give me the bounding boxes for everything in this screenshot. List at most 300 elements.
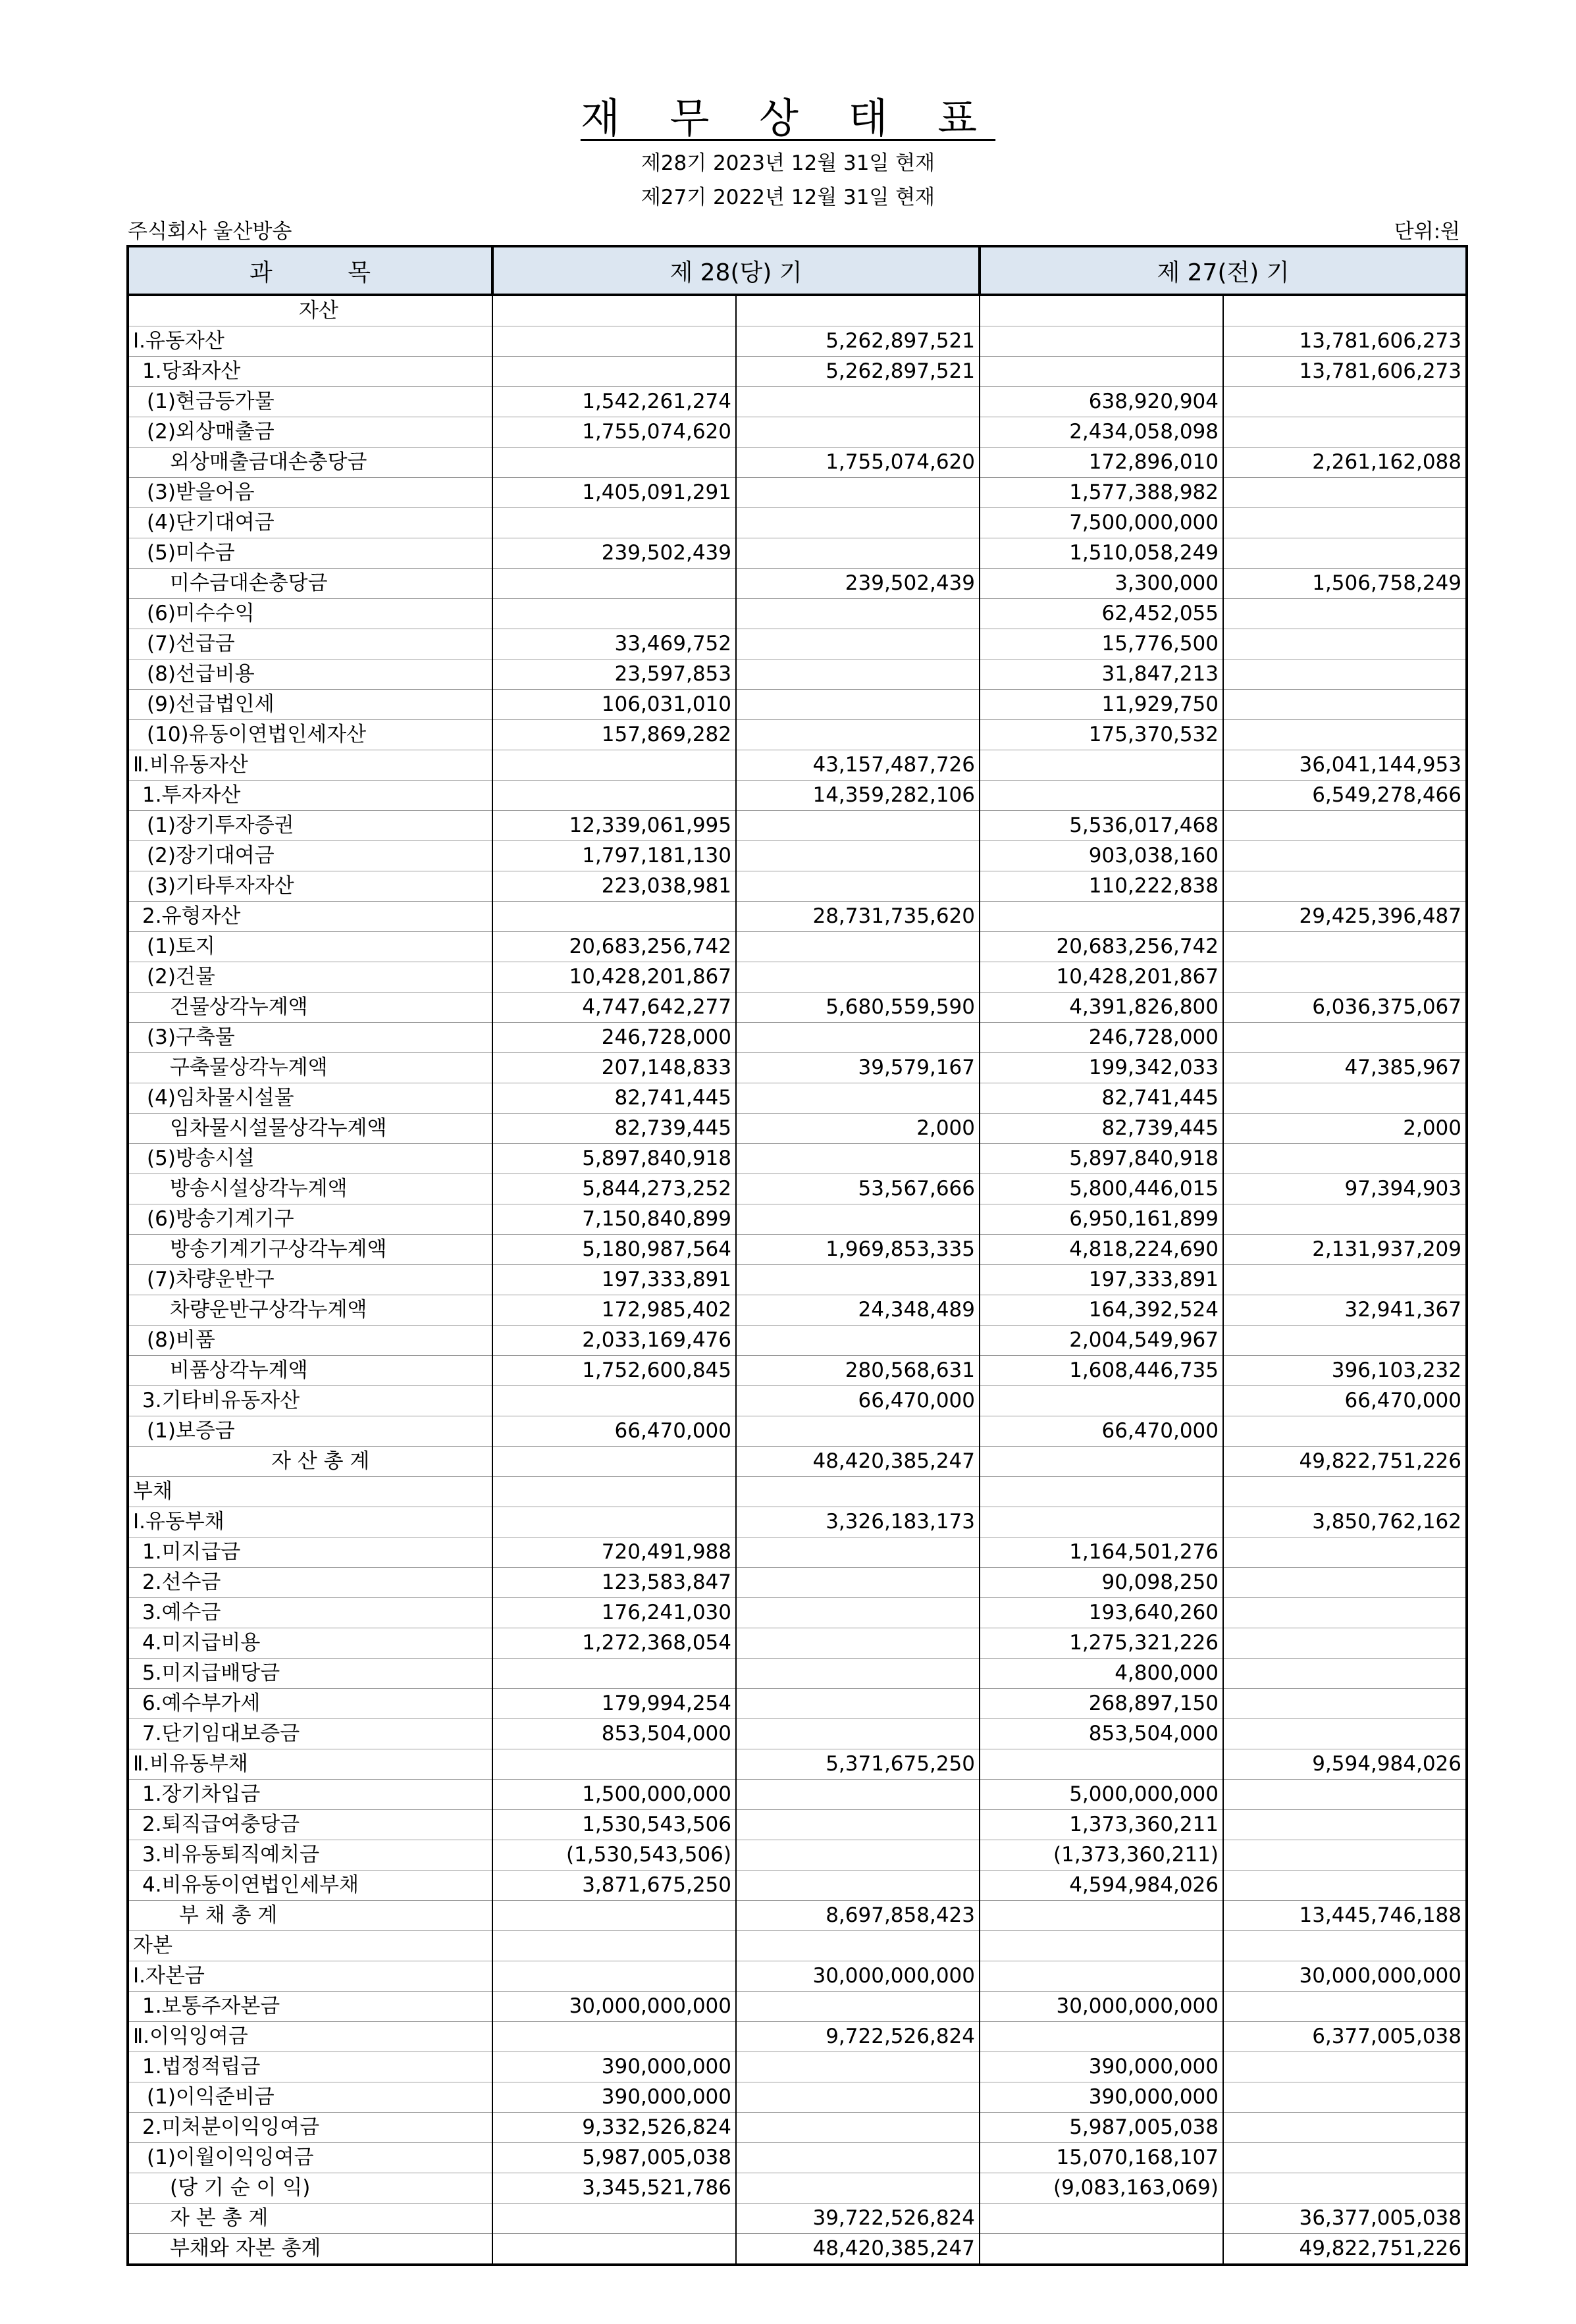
account-name: (5)방송시설 <box>128 1144 492 1174</box>
table-row <box>128 720 1467 750</box>
prior-detail-amount: 2,434,058,098 <box>980 417 1223 448</box>
prior-total-amount <box>1223 1992 1467 2022</box>
table-row <box>128 1749 1467 1780</box>
prior-total-amount: 2,131,937,209 <box>1223 1235 1467 1265</box>
prior-detail-amount: 5,536,017,468 <box>980 811 1223 841</box>
current-detail-amount <box>492 357 736 387</box>
current-detail-amount: (1,530,543,506) <box>492 1840 736 1871</box>
table-row <box>128 538 1467 569</box>
table-row <box>128 690 1467 720</box>
table-row <box>128 1356 1467 1386</box>
account-name: 자 본 총 계 <box>128 2204 492 2234</box>
prior-detail-amount <box>980 295 1223 326</box>
table-row <box>128 2052 1467 2082</box>
current-detail-amount: 1,500,000,000 <box>492 1780 736 1810</box>
account-name: 3.기타비유동자산 <box>128 1386 492 1416</box>
current-total-amount <box>736 387 980 417</box>
current-total-amount: 30,000,000,000 <box>736 1961 980 1992</box>
table-row <box>128 1568 1467 1598</box>
table-row <box>128 599 1467 629</box>
table-row <box>128 1810 1467 1840</box>
prior-total-amount <box>1223 962 1467 993</box>
current-total-amount <box>736 811 980 841</box>
prior-total-amount: 6,036,375,067 <box>1223 993 1467 1023</box>
prior-total-amount <box>1223 1477 1467 1507</box>
current-detail-amount: 66,470,000 <box>492 1416 736 1447</box>
current-detail-amount: 179,994,254 <box>492 1689 736 1719</box>
current-total-amount <box>736 2052 980 2082</box>
period-prior: 제27기 2022년 12월 31일 현재 <box>641 186 935 209</box>
current-total-amount: 43,157,487,726 <box>736 750 980 781</box>
account-name: (2)건물 <box>128 962 492 993</box>
current-detail-amount: 5,180,987,564 <box>492 1235 736 1265</box>
current-total-amount <box>736 1719 980 1749</box>
account-name: 7.단기임대보증금 <box>128 1719 492 1749</box>
prior-detail-amount <box>980 357 1223 387</box>
prior-detail-amount: 2,004,549,967 <box>980 1326 1223 1356</box>
current-total-amount <box>736 1204 980 1235</box>
table-row <box>128 1023 1467 1053</box>
account-name: Ⅰ.유동자산 <box>128 326 492 357</box>
prior-total-amount <box>1223 2143 1467 2173</box>
prior-total-amount <box>1223 2082 1467 2113</box>
current-total-amount <box>736 1023 980 1053</box>
table-row <box>128 478 1467 508</box>
prior-detail-amount <box>980 1961 1223 1992</box>
current-total-amount <box>736 962 980 993</box>
table-row <box>128 902 1467 932</box>
account-name: (당 기 순 이 익) <box>128 2173 492 2204</box>
account-name: 구축물상각누계액 <box>128 1053 492 1083</box>
prior-detail-amount <box>980 1749 1223 1780</box>
current-detail-amount: 1,755,074,620 <box>492 417 736 448</box>
current-total-amount: 66,470,000 <box>736 1386 980 1416</box>
prior-total-amount <box>1223 1780 1467 1810</box>
table-row <box>128 1083 1467 1114</box>
account-name: (6)미수수익 <box>128 599 492 629</box>
current-detail-amount: 33,469,752 <box>492 629 736 659</box>
current-total-amount <box>736 1144 980 1174</box>
account-name: 1.미지급금 <box>128 1537 492 1568</box>
current-total-amount: 2,000 <box>736 1114 980 1144</box>
current-total-amount <box>736 932 980 962</box>
prior-detail-amount: 175,370,532 <box>980 720 1223 750</box>
prior-detail-amount <box>980 2234 1223 2265</box>
account-name: Ⅱ.비유동부채 <box>128 1749 492 1780</box>
current-total-amount <box>736 1931 980 1961</box>
current-detail-amount: 197,333,891 <box>492 1265 736 1295</box>
prior-detail-amount: 82,741,445 <box>980 1083 1223 1114</box>
account-name: 외상매출금대손충당금 <box>128 448 492 478</box>
current-detail-amount: 1,797,181,130 <box>492 841 736 871</box>
table-row <box>128 1840 1467 1871</box>
current-total-amount <box>736 1416 980 1447</box>
prior-detail-amount: 268,897,150 <box>980 1689 1223 1719</box>
prior-detail-amount: 90,098,250 <box>980 1568 1223 1598</box>
prior-detail-amount: 193,640,260 <box>980 1598 1223 1628</box>
account-name: (8)비품 <box>128 1326 492 1356</box>
table-row <box>128 811 1467 841</box>
prior-detail-amount: 11,929,750 <box>980 690 1223 720</box>
current-total-amount <box>736 1568 980 1598</box>
current-detail-amount: 10,428,201,867 <box>492 962 736 993</box>
current-detail-amount: 4,747,642,277 <box>492 993 736 1023</box>
prior-detail-amount <box>980 902 1223 932</box>
prior-total-amount: 36,377,005,038 <box>1223 2204 1467 2234</box>
current-detail-amount: 390,000,000 <box>492 2082 736 2113</box>
table-row <box>128 2173 1467 2204</box>
current-detail-amount <box>492 781 736 811</box>
prior-detail-amount: 15,070,168,107 <box>980 2143 1223 2173</box>
current-total-amount: 280,568,631 <box>736 1356 980 1386</box>
prior-detail-amount: (1,373,360,211) <box>980 1840 1223 1871</box>
current-detail-amount <box>492 750 736 781</box>
current-detail-amount: 23,597,853 <box>492 659 736 690</box>
current-total-amount: 28,731,735,620 <box>736 902 980 932</box>
prior-total-amount <box>1223 1204 1467 1235</box>
table-row <box>128 2082 1467 2113</box>
current-detail-amount: 1,752,600,845 <box>492 1356 736 1386</box>
table-body <box>128 295 1467 2265</box>
account-name: 1.투자자산 <box>128 781 492 811</box>
prior-detail-amount: 197,333,891 <box>980 1265 1223 1295</box>
current-detail-amount: 5,897,840,918 <box>492 1144 736 1174</box>
table-row <box>128 1235 1467 1265</box>
prior-total-amount <box>1223 1144 1467 1174</box>
prior-detail-amount: 1,275,321,226 <box>980 1628 1223 1659</box>
account-name: 2.선수금 <box>128 1568 492 1598</box>
company-name: 주식회사 울산방송 <box>128 220 292 244</box>
table-row <box>128 1689 1467 1719</box>
prior-detail-amount: 853,504,000 <box>980 1719 1223 1749</box>
current-detail-amount <box>492 295 736 326</box>
prior-total-amount <box>1223 629 1467 659</box>
current-detail-amount: 7,150,840,899 <box>492 1204 736 1235</box>
prior-detail-amount <box>980 2204 1223 2234</box>
current-detail-amount: 3,871,675,250 <box>492 1871 736 1901</box>
prior-total-amount: 49,822,751,226 <box>1223 2234 1467 2265</box>
table-row <box>128 1053 1467 1083</box>
table-row <box>128 1265 1467 1295</box>
current-detail-amount: 123,583,847 <box>492 1568 736 1598</box>
prior-detail-amount <box>980 1901 1223 1931</box>
prior-detail-amount: 15,776,500 <box>980 629 1223 659</box>
current-total-amount <box>736 871 980 902</box>
prior-detail-amount: 10,428,201,867 <box>980 962 1223 993</box>
account-name: (1)장기투자증권 <box>128 811 492 841</box>
current-detail-amount: 5,844,273,252 <box>492 1174 736 1204</box>
account-name: (10)유동이연법인세자산 <box>128 720 492 750</box>
current-detail-amount: 106,031,010 <box>492 690 736 720</box>
prior-total-amount <box>1223 690 1467 720</box>
prior-total-amount <box>1223 1628 1467 1659</box>
prior-detail-amount: 4,594,984,026 <box>980 1871 1223 1901</box>
current-detail-amount: 720,491,988 <box>492 1537 736 1568</box>
current-detail-amount: 239,502,439 <box>492 538 736 569</box>
account-name: (3)받을어음 <box>128 478 492 508</box>
current-detail-amount <box>492 2204 736 2234</box>
current-total-amount <box>736 538 980 569</box>
table-row <box>128 448 1467 478</box>
prior-detail-amount: 110,222,838 <box>980 871 1223 902</box>
prior-detail-amount: 20,683,256,742 <box>980 932 1223 962</box>
prior-total-amount <box>1223 1023 1467 1053</box>
account-name: 2.퇴직급여충당금 <box>128 1810 492 1840</box>
account-name: (2)장기대여금 <box>128 841 492 871</box>
prior-detail-amount: 1,608,446,735 <box>980 1356 1223 1386</box>
current-total-amount <box>736 690 980 720</box>
current-total-amount: 239,502,439 <box>736 569 980 599</box>
prior-total-amount <box>1223 508 1467 538</box>
table-row <box>128 962 1467 993</box>
current-total-amount <box>736 1265 980 1295</box>
current-detail-amount <box>492 1447 736 1477</box>
current-detail-amount <box>492 1749 736 1780</box>
current-detail-amount <box>492 599 736 629</box>
prior-total-amount: 66,470,000 <box>1223 1386 1467 1416</box>
table-row <box>128 1901 1467 1931</box>
current-total-amount: 5,680,559,590 <box>736 993 980 1023</box>
current-detail-amount <box>492 2022 736 2052</box>
current-total-amount: 39,722,526,824 <box>736 2204 980 2234</box>
account-name: (8)선급비용 <box>128 659 492 690</box>
account-name: (4)임차물시설물 <box>128 1083 492 1114</box>
prior-total-amount: 2,261,162,088 <box>1223 448 1467 478</box>
current-total-amount <box>736 2082 980 2113</box>
account-name: (3)기타투자자산 <box>128 871 492 902</box>
table-row <box>128 1961 1467 1992</box>
prior-detail-amount: 62,452,055 <box>980 599 1223 629</box>
prior-detail-amount <box>980 1507 1223 1537</box>
account-name: 4.미지급비용 <box>128 1628 492 1659</box>
current-total-amount <box>736 1871 980 1901</box>
account-name: 1.장기차입금 <box>128 1780 492 1810</box>
table-row <box>128 993 1467 1023</box>
currency-unit: 단위:원 <box>1394 220 1460 244</box>
prior-total-amount <box>1223 599 1467 629</box>
current-total-amount: 3,326,183,173 <box>736 1507 980 1537</box>
current-total-amount <box>736 2143 980 2173</box>
account-name: (1)보증금 <box>128 1416 492 1447</box>
prior-detail-amount <box>980 1386 1223 1416</box>
current-total-amount <box>736 1689 980 1719</box>
current-total-amount: 5,262,897,521 <box>736 326 980 357</box>
table-row <box>128 1931 1467 1961</box>
prior-detail-amount: 4,391,826,800 <box>980 993 1223 1023</box>
account-name: 1.당좌자산 <box>128 357 492 387</box>
current-total-amount <box>736 478 980 508</box>
prior-total-amount <box>1223 1598 1467 1628</box>
table-row <box>128 1416 1467 1447</box>
prior-detail-amount: 5,897,840,918 <box>980 1144 1223 1174</box>
prior-detail-amount: 5,800,446,015 <box>980 1174 1223 1204</box>
prior-total-amount: 9,594,984,026 <box>1223 1749 1467 1780</box>
current-total-amount <box>736 417 980 448</box>
current-total-amount: 53,567,666 <box>736 1174 980 1204</box>
account-name: (9)선급법인세 <box>128 690 492 720</box>
account-name: 1.보통주자본금 <box>128 1992 492 2022</box>
prior-detail-amount: 30,000,000,000 <box>980 1992 1223 2022</box>
prior-total-amount <box>1223 2113 1467 2143</box>
header-prior-period: 제 27(전) 기 <box>980 246 1467 295</box>
prior-detail-amount: 199,342,033 <box>980 1053 1223 1083</box>
prior-detail-amount: 5,987,005,038 <box>980 2113 1223 2143</box>
current-total-amount: 5,262,897,521 <box>736 357 980 387</box>
account-name: (7)선급금 <box>128 629 492 659</box>
account-name: (1)이익준비금 <box>128 2082 492 2113</box>
prior-total-amount <box>1223 478 1467 508</box>
prior-total-amount: 6,549,278,466 <box>1223 781 1467 811</box>
account-name: 2.미처분이익잉여금 <box>128 2113 492 2143</box>
table-row <box>128 1144 1467 1174</box>
current-detail-amount: 3,345,521,786 <box>492 2173 736 2204</box>
current-detail-amount: 223,038,981 <box>492 871 736 902</box>
current-total-amount <box>736 599 980 629</box>
prior-detail-amount: 1,373,360,211 <box>980 1810 1223 1840</box>
prior-total-amount: 32,941,367 <box>1223 1295 1467 1326</box>
table-row <box>128 1447 1467 1477</box>
current-detail-amount <box>492 1961 736 1992</box>
account-name: (5)미수금 <box>128 538 492 569</box>
current-total-amount <box>736 1628 980 1659</box>
account-name: 차량운반구상각누계액 <box>128 1295 492 1326</box>
prior-detail-amount: 638,920,904 <box>980 387 1223 417</box>
table-row <box>128 1174 1467 1204</box>
table-row <box>128 2113 1467 2143</box>
period-current: 제28기 2023년 12월 31일 현재 <box>641 151 935 175</box>
table-row <box>128 1386 1467 1416</box>
current-detail-amount: 82,739,445 <box>492 1114 736 1144</box>
prior-total-amount <box>1223 1416 1467 1447</box>
current-detail-amount: 2,033,169,476 <box>492 1326 736 1356</box>
current-total-amount: 14,359,282,106 <box>736 781 980 811</box>
prior-detail-amount: 246,728,000 <box>980 1023 1223 1053</box>
current-detail-amount: 82,741,445 <box>492 1083 736 1114</box>
current-total-amount <box>736 1537 980 1568</box>
table-row <box>128 1992 1467 2022</box>
current-total-amount <box>736 629 980 659</box>
prior-detail-amount: 1,577,388,982 <box>980 478 1223 508</box>
prior-total-amount: 13,445,746,188 <box>1223 1901 1467 1931</box>
current-detail-amount <box>492 508 736 538</box>
prior-total-amount <box>1223 1810 1467 1840</box>
current-detail-amount <box>492 448 736 478</box>
current-detail-amount <box>492 1931 736 1961</box>
current-detail-amount: 1,530,543,506 <box>492 1810 736 1840</box>
account-name: 임차물시설물상각누계액 <box>128 1114 492 1144</box>
current-detail-amount <box>492 569 736 599</box>
current-detail-amount <box>492 1901 736 1931</box>
prior-total-amount <box>1223 1871 1467 1901</box>
prior-total-amount: 13,781,606,273 <box>1223 357 1467 387</box>
current-total-amount: 1,755,074,620 <box>736 448 980 478</box>
prior-total-amount <box>1223 417 1467 448</box>
prior-total-amount <box>1223 841 1467 871</box>
prior-detail-amount: 1,510,058,249 <box>980 538 1223 569</box>
account-name: (4)단기대여금 <box>128 508 492 538</box>
table-row <box>128 781 1467 811</box>
account-name: 방송기계기구상각누계액 <box>128 1235 492 1265</box>
prior-total-amount: 1,506,758,249 <box>1223 569 1467 599</box>
current-total-amount <box>736 1810 980 1840</box>
prior-total-amount <box>1223 720 1467 750</box>
table-row <box>128 871 1467 902</box>
table-row <box>128 629 1467 659</box>
current-detail-amount: 853,504,000 <box>492 1719 736 1749</box>
current-total-amount: 5,371,675,250 <box>736 1749 980 1780</box>
table-row <box>128 357 1467 387</box>
prior-detail-amount <box>980 1447 1223 1477</box>
table-row <box>128 932 1467 962</box>
prior-total-amount <box>1223 1083 1467 1114</box>
current-total-amount: 48,420,385,247 <box>736 2234 980 2265</box>
prior-total-amount <box>1223 871 1467 902</box>
table-row <box>128 2143 1467 2173</box>
account-name: 방송시설상각누계액 <box>128 1174 492 1204</box>
current-total-amount: 24,348,489 <box>736 1295 980 1326</box>
current-detail-amount: 246,728,000 <box>492 1023 736 1053</box>
account-name: 3.예수금 <box>128 1598 492 1628</box>
account-name: Ⅱ.비유동자산 <box>128 750 492 781</box>
account-name: (3)구축물 <box>128 1023 492 1053</box>
current-detail-amount: 157,869,282 <box>492 720 736 750</box>
prior-total-amount: 49,822,751,226 <box>1223 1447 1467 1477</box>
table-row <box>128 1659 1467 1689</box>
prior-detail-amount <box>980 781 1223 811</box>
current-total-amount <box>736 1659 980 1689</box>
account-name: (7)차량운반구 <box>128 1265 492 1295</box>
prior-detail-amount: 4,818,224,690 <box>980 1235 1223 1265</box>
table-row <box>128 1598 1467 1628</box>
current-detail-amount <box>492 1386 736 1416</box>
table-row <box>128 1719 1467 1749</box>
balance-sheet-table <box>126 245 1468 2266</box>
current-total-amount <box>736 2173 980 2204</box>
current-detail-amount: 1,405,091,291 <box>492 478 736 508</box>
account-name: (1)현금등가물 <box>128 387 492 417</box>
account-name: 부채와 자본 총계 <box>128 2234 492 2265</box>
header-account: 과 목 <box>128 246 492 295</box>
prior-detail-amount <box>980 2022 1223 2052</box>
prior-total-amount <box>1223 2052 1467 2082</box>
table-row <box>128 295 1467 326</box>
account-name: 부채 <box>128 1477 492 1507</box>
table-row <box>128 569 1467 599</box>
prior-detail-amount: 31,847,213 <box>980 659 1223 690</box>
prior-total-amount <box>1223 932 1467 962</box>
account-name: (6)방송기계기구 <box>128 1204 492 1235</box>
prior-detail-amount: 66,470,000 <box>980 1416 1223 1447</box>
current-detail-amount: 172,985,402 <box>492 1295 736 1326</box>
current-total-amount <box>736 1326 980 1356</box>
prior-total-amount <box>1223 1840 1467 1871</box>
prior-total-amount <box>1223 538 1467 569</box>
account-name: 2.유형자산 <box>128 902 492 932</box>
prior-total-amount <box>1223 1326 1467 1356</box>
prior-detail-amount <box>980 1931 1223 1961</box>
table-row <box>128 1114 1467 1144</box>
current-detail-amount: 12,339,061,995 <box>492 811 736 841</box>
prior-total-amount: 2,000 <box>1223 1114 1467 1144</box>
account-name: Ⅰ.자본금 <box>128 1961 492 1992</box>
prior-total-amount <box>1223 1265 1467 1295</box>
current-total-amount: 48,420,385,247 <box>736 1447 980 1477</box>
current-total-amount <box>736 720 980 750</box>
account-name: 부 채 총 계 <box>128 1901 492 1931</box>
account-name: Ⅰ.유동부채 <box>128 1507 492 1537</box>
prior-detail-amount: 172,896,010 <box>980 448 1223 478</box>
prior-total-amount: 97,394,903 <box>1223 1174 1467 1204</box>
